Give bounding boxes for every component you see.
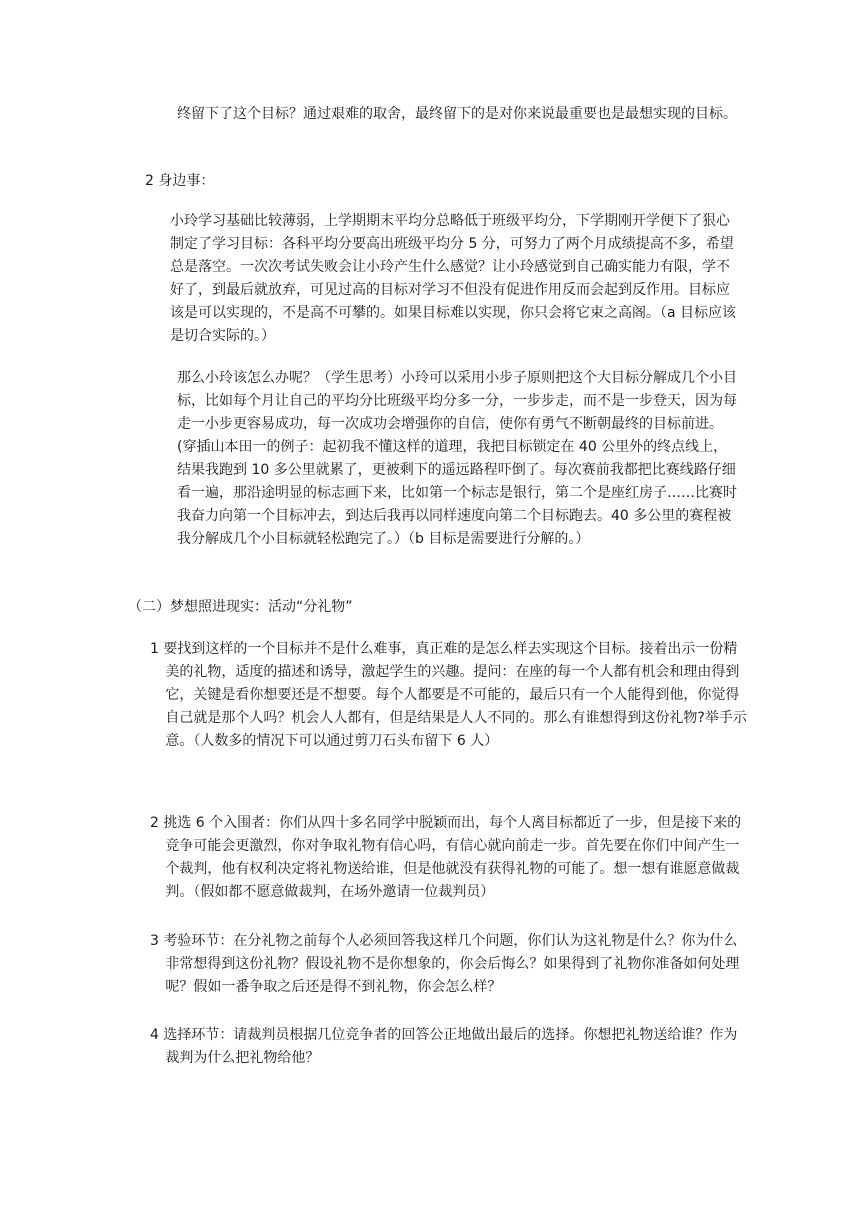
step-3-questions: 3 考验环节：在分礼物之前每个人必须回答我这样几个问题，你们认为这礼物是什么？你为什么非常想得到这份礼物？假设礼物不是你想象的，你会后悔么？如果得到了礼物你准备如何处理呢？假如一番争取之后还是得不到礼物，你会怎么样？ [150,933,740,995]
paragraph-xiaoling-story: 小玲学习基础比较薄弱，上学期期末平均分总略低于班级平均分，下学期刚开学便下了狠心制定了学习目标：各科平均分要高出班级平均分 5 分，可努力了两个月成绩提高不多，希望总是落空。一次次考试失败会让小玲产生什么感觉？让小玲感觉到自己确实能力有限，学不好了，到最后就放弃，可见过高的目标对学习不但没有促进作用反而会起到反作用。目标应该是可以实现的，不是高不可攀的。如果目标难以实现，你只会将它束之高阁。（a 目标应该是切合实际的。） [170,213,737,344]
step-1-find-goal: 1 要找到这样的一个目标并不是什么难事，真正难的是怎么样去实现这个目标。接着出示一份精美的礼物，适度的描述和诱导，激起学生的兴趣。提问：在座的每一个人都有机会和理由得到它，关键是看你想要还是不想要。每个人都要是不可能的，最后只有一个人能得到他，你觉得自己就是那个人吗？机会人人都有，但是结果是人人不同的。那么有谁想得到这份礼物?举手示意。（人数多的情况下可以通过剪刀石头布留下 6 人） [150,641,747,749]
step-2-select-six: 2 挑选 6 个入围者：你们从四十多名同学中脱颖而出，每个人离目标都近了一步，但是接下来的竞争可能会更激烈，你对争取礼物有信心吗，有信心就向前走一步。首先要在你们中间产生一个裁判，他有权利决定将礼物送给谁，但是他就没有获得礼物的可能了。想一想有谁愿意做裁判。（假如都不愿意做裁判，在场外邀请一位裁判员） [150,815,742,900]
paragraph-small-steps: 那么小玲该怎么办呢？（学生思考）小玲可以采用小步子原则把这个大目标分解成几个小目标，比如每个月让自己的平均分比班级平均分多一分，一步步走，而不是一步登天，因为每走一小步更容易成功，每一次成功会增强你的自信，使你有勇气不断朝最终的目标前进。(穿插山本田一的例子：起初我不懂这样的道理，我把目标锁定在 40 公里外的终点线上，结果我跑到 10 多公里就累了，更被剩下的遥远路程吓倒了。每次赛前我都把比赛线路仔细看一遍，那沿途明显的标志画下来，比如第一个标志是银行，第二个是座红房子……比赛时我奋力向第一个目标冲去，到达后我再以同样速度向第二个目标跑去。40 多公里的赛程被我分解成几个小目标就轻松跑完了。）（b 目标是需要进行分解的。） [177,370,737,547]
step-4-choice: 4 选择环节：请裁判员根据几位竞争者的回答公正地做出最后的选择。你想把礼物送给谁？作为裁判为什么把礼物给他？ [150,1027,738,1066]
heading-activity-gift: （二）梦想照进现实：活动“分礼物” [128,599,353,615]
heading-nearby-story: 2 身边事： [145,173,215,189]
paragraph-goal-conclusion: 终留下了这个目标？通过艰难的取舍，最终留下的是对你来说最重要也是最想实现的目标。 [177,106,737,122]
